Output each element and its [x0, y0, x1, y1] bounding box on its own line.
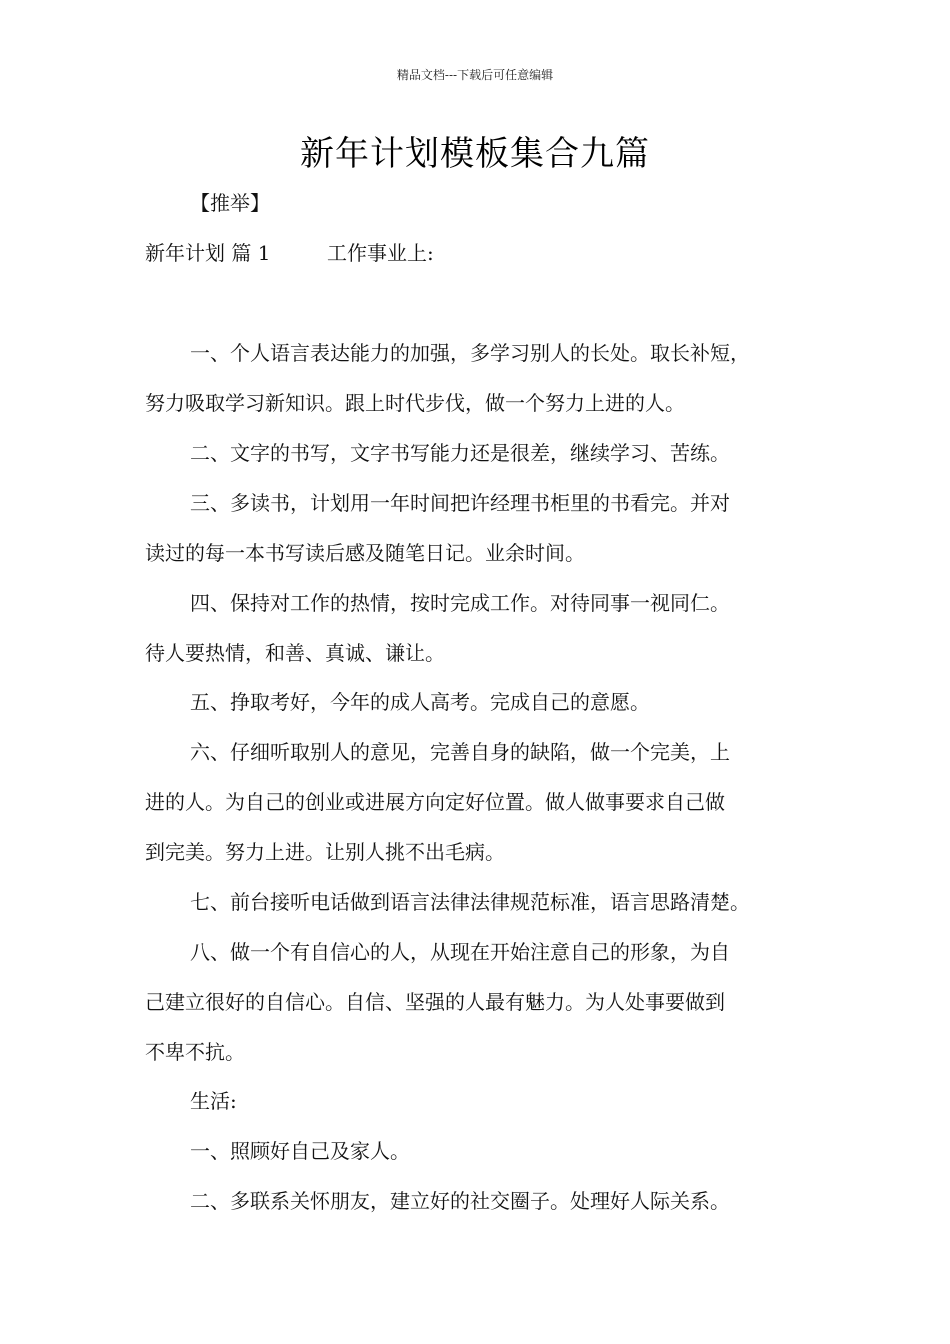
- paragraph-line: 八、做一个有自信心的人，从现在开始注意自己的形象，为自: [190, 940, 730, 964]
- paragraph-line: 不卑不抗。: [145, 1040, 245, 1064]
- paragraph-line: 四、保持对工作的热情，按时完成工作。对待同事一视同仁。: [190, 591, 730, 615]
- paragraph-line: 七、前台接听电话做到语言法律法律规范标准，语言思路清楚。: [190, 890, 750, 914]
- paragraph-line: 到完美。努力上进。让别人挑不出毛病。: [145, 840, 505, 864]
- paragraph-line: 二、多联系关怀朋友，建立好的社交圈子。处理好人际关系。: [190, 1189, 730, 1213]
- paragraph-line: 待人要热情，和善、真诚、谦让。: [145, 641, 445, 665]
- paragraph-line: 己建立很好的自信心。自信、坚强的人最有魅力。为人处事要做到: [145, 990, 725, 1014]
- paragraph-line: 努力吸取学习新知识。跟上时代步伐，做一个努力上进的人。: [145, 391, 685, 415]
- paragraph-line: 五、挣取考好，今年的成人高考。完成自己的意愿。: [190, 690, 650, 714]
- paragraph-line: 三、多读书，计划用一年时间把许经理书柜里的书看完。并对: [190, 491, 730, 515]
- recommend-label: 【推举】: [190, 191, 270, 215]
- section-heading-life: 生活:: [190, 1089, 237, 1113]
- paragraph-line: 一、个人语言表达能力的加强，多学习别人的长处。取长补短，: [190, 341, 750, 365]
- document-title: 新年计划模板集合九篇: [300, 134, 650, 174]
- paragraph-line: 二、文字的书写，文字书写能力还是很差，继续学习、苦练。: [190, 441, 730, 465]
- paragraph-line: 读过的每一本书写读后感及随笔日记。业余时间。: [145, 541, 585, 565]
- page-header: 精品文档---下载后可任意编辑: [396, 68, 554, 82]
- paragraph-line: 进的人。为自己的创业或进展方向定好位置。做人做事要求自己做: [145, 790, 725, 814]
- section-label: 新年计划 篇 1: [145, 241, 271, 265]
- paragraph-line: 六、仔细听取别人的意见，完善自身的缺陷，做一个完美，上: [190, 740, 730, 764]
- paragraph-line: 一、照顾好自己及家人。: [190, 1139, 410, 1163]
- section-subtitle: 工作事业上:: [327, 241, 434, 265]
